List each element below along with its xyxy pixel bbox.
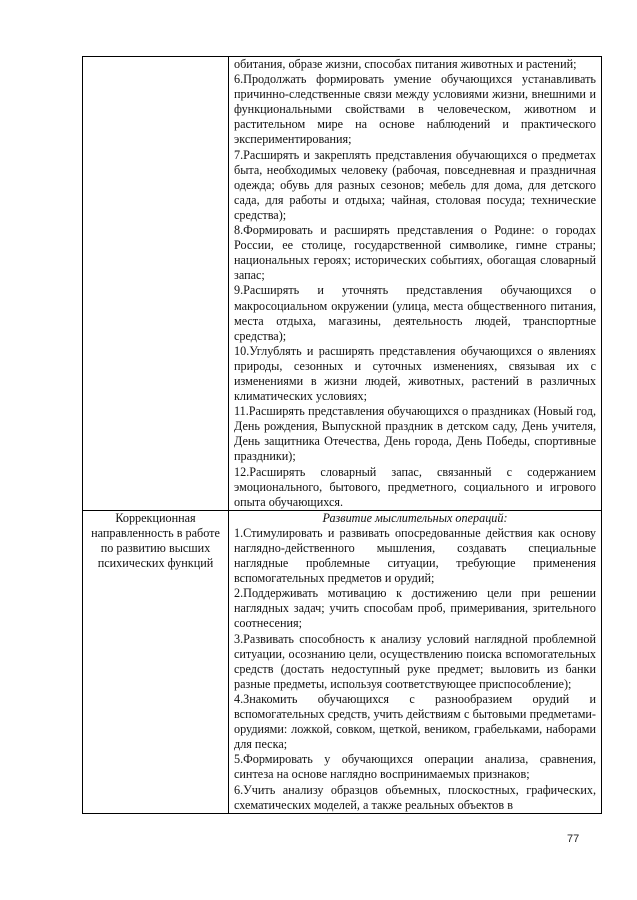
- paragraph: 10.Углублять и расширять представления обучающихся о явлениях природы, сезонных и суточных изменениях, связывая их с изменениями в жизни людей, животных, растений в различных климатических условиях;: [234, 343, 596, 404]
- table-row: [83, 57, 602, 511]
- table-cell-right: [229, 510, 602, 813]
- page-number: 77: [567, 833, 580, 845]
- table-cell-right: [229, 57, 602, 511]
- paragraph: 2.Поддерживать мотивацию к достижению цели при решении наглядных задач; учить способам проб, примеривания, зрительного соотнесения;: [234, 586, 596, 631]
- paragraph: 12.Расширять словарный запас, связанный с содержанием эмоционального, бытового, предметного, социального и игрового опыта обучающихся.: [234, 464, 596, 509]
- section-subtitle: Развитие мыслительных операций:: [322, 510, 508, 525]
- paragraph: 1.Стимулировать и развивать опосредованные действия как основу наглядно-действенного мышления, создавать специальные наглядные проблемные ситуации, требующие применения вспомогательных предметов и орудий;: [234, 525, 596, 586]
- paragraph: 6.Продолжать формировать умение обучающихся устанавливать причинно-следственные связи между условиями жизни, внешними и функциональными свойствами в человеческом, животном и растительном мире на основе наблюдений и практического экспериментирования;: [234, 72, 596, 147]
- table-cell-left-empty: [83, 57, 229, 511]
- paragraph: 3.Развивать способность к анализу условий наглядной проблемной ситуации, осознанию цели, осуществлению поиска вспомогательных средств (достать недоступный руке предмет; выловить из банки разные предметы, используя соответствующее приспособление);: [234, 631, 596, 691]
- paragraph: 7.Расширять и закреплять представления обучающихся о предметах быта, необходимых человеку (рабочая, повседневная и праздничная одежда; обувь для разных сезонов; мебель для дома, для детского сада, для работы и отдыха; чайная, столовая посуда; технические средства);: [234, 147, 596, 222]
- paragraph: 4.Знакомить обучающихся с разнообразием орудий и вспомогательных средств, учить действиям с бытовыми предметами-орудиями: ложкой, совком, щеткой, веником, грабельками, наборами для песка;: [234, 691, 596, 752]
- section-heading: Коррекционная направленность в работе по развитию высших психических функций: [91, 510, 220, 571]
- paragraph: 11.Расширять представления обучающихся о праздниках (Новый год, День рождения, Выпускной праздник в детском саду, День учителя, День защитника Отечества, День города, День Победы, спортивные праздники);: [234, 404, 596, 464]
- table-cell-left: [83, 510, 229, 813]
- program-table: [82, 56, 602, 814]
- paragraph: обитания, образе жизни, способах питания животных и растений;: [234, 57, 577, 71]
- paragraph: 5.Формировать у обучающихся операции анализа, сравнения, синтеза на основе наглядно воспринимаемых признаков;: [234, 752, 596, 782]
- paragraph: 9.Расширять и уточнять представления обучающихся о макросоциальном окружении (улица, места общественного питания, места отдыха, магазины, деятельность людей, транспортные средства);: [234, 283, 596, 343]
- table-row: [83, 510, 602, 813]
- paragraph: 6.Учить анализу образцов объемных, плоскостных, графических, схематических моделей, а также реальных объектов в: [234, 782, 596, 812]
- paragraph: 8.Формировать и расширять представления о Родине: о городах России, ее столице, государственной символике, гимне страны; национальных героях; исторических событиях, обогащая словарный запас;: [234, 223, 596, 283]
